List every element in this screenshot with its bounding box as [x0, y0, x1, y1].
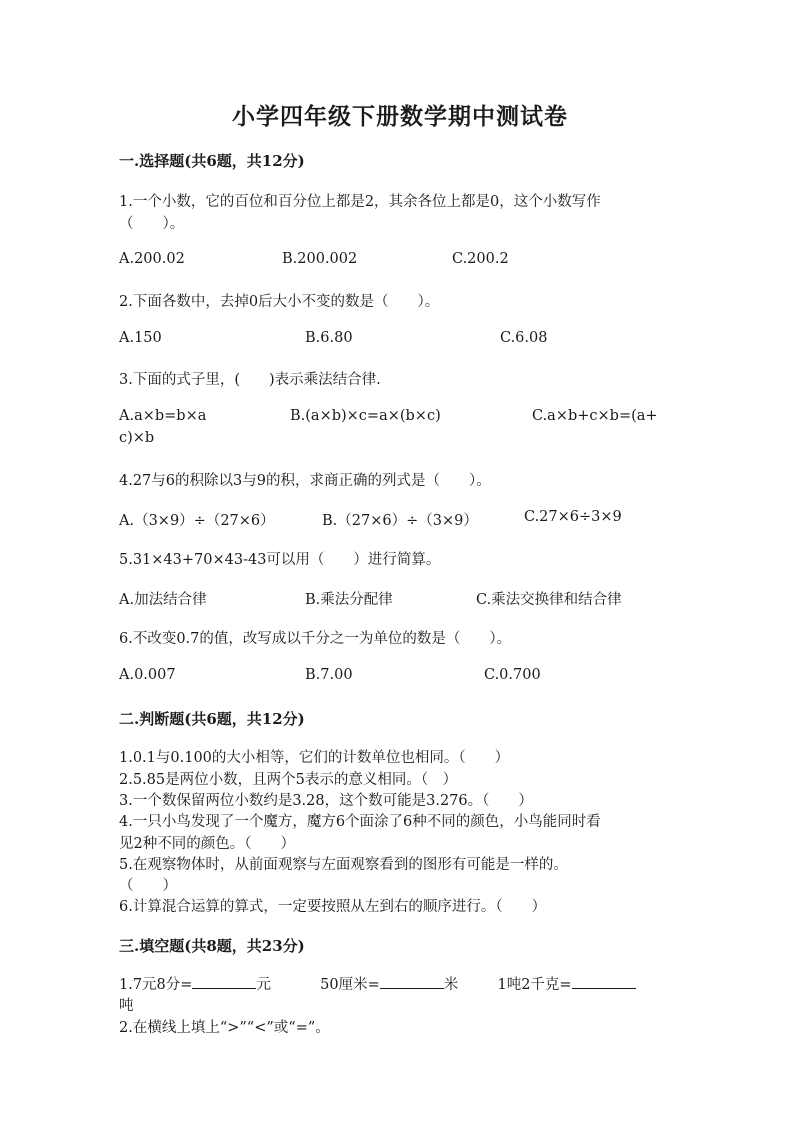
option-a: A.150	[119, 330, 162, 346]
option-c: C.27×6÷3×9	[524, 509, 622, 525]
option-c: C.0.700	[484, 667, 541, 683]
option-b: B.(a×b)×c=a×(b×c)	[290, 408, 441, 424]
question-6-text: 6.不改变0.7的值，改写成以千分之一为单位的数是（ ）。	[119, 631, 512, 647]
fill-prompt: 1.7元8分=	[119, 977, 193, 993]
question-3-text: 3.下面的式子里，( )表示乘法结合律.	[119, 372, 381, 388]
option-c: C.a×b+c×b=(a+	[532, 408, 658, 424]
judge-line: 见2种不同的颜色。（ ）	[119, 836, 295, 852]
judge-line: （ ）	[119, 878, 177, 894]
fill-prompt: 50厘米=	[320, 977, 380, 993]
option-b: B.200.002	[282, 251, 358, 267]
option-c: C.200.2	[452, 251, 509, 267]
option-b: B.（27×6）÷（3×9）	[322, 513, 478, 529]
fill-prompt: 1吨2千克=	[497, 977, 572, 993]
judge-line: 3.一个数保留两位小数约是3.28，这个数可能是3.276。（ ）	[119, 793, 533, 809]
option-c-cont: c)×b	[119, 430, 155, 446]
judge-line: 2.5.85是两位小数，且两个5表示的意义相同。（ ）	[119, 772, 458, 788]
page-title: 小学四年级下册数学期中测试卷	[232, 103, 568, 130]
fill-unit: 吨	[119, 998, 134, 1014]
option-b: B.7.00	[305, 667, 353, 683]
question-1-text: 1.一个小数，它的百位和百分位上都是2，其余各位上都是0，这个小数写作	[119, 194, 601, 210]
section-heading-judge: 二.判断题(共6题，共12分)	[119, 710, 305, 728]
option-a: A.0.007	[119, 667, 176, 683]
option-a: A.200.02	[119, 251, 185, 267]
judge-line: 5.在观察物体时，从前面观察与左面观察看到的图形有可能是一样的。	[119, 857, 568, 873]
question-2-text: 2.下面各数中，去掉0后大小不变的数是（ ）。	[119, 294, 440, 310]
answer-blank[interactable]	[380, 974, 444, 989]
judge-line: 4.一只小鸟发现了一个魔方，魔方6个面涂了6种不同的颜色，小鸟能同时看	[119, 814, 601, 830]
question-1-text-cont: （ ）。	[119, 216, 185, 232]
question-4-text: 4.27与6的积除以3与9的积，求商正确的列式是（ ）。	[119, 473, 491, 489]
answer-blank[interactable]	[192, 974, 256, 989]
fill-question-2: 2.在横线上填上“>”“<”或“=”。	[119, 1020, 330, 1036]
option-b: B.6.80	[305, 330, 353, 346]
judge-line: 1.0.1与0.100的大小相等，它们的计数单位也相同。（ ）	[119, 750, 510, 766]
option-c: C.6.08	[500, 330, 548, 346]
answer-blank[interactable]	[572, 974, 636, 989]
option-a: A.加法结合律	[119, 592, 207, 608]
option-c: C.乘法交换律和结合律	[476, 592, 622, 608]
section-heading-choice: 一.选择题(共6题，共12分)	[119, 152, 305, 170]
option-a: A.（3×9）÷（27×6）	[119, 513, 275, 529]
judge-line: 6.计算混合运算的算式，一定要按照从左到右的顺序进行。（ ）	[119, 899, 547, 915]
question-5-text: 5.31×43+70×43-43可以用（ ）进行简算。	[119, 552, 441, 568]
fill-unit: 米	[443, 977, 459, 993]
section-heading-fill: 三.填空题(共8题，共23分)	[119, 937, 305, 955]
option-b: B.乘法分配律	[305, 592, 393, 608]
fill-unit: 元	[256, 977, 271, 993]
option-a: A.a×b=b×a	[119, 408, 207, 424]
fill-question-1	[119, 973, 636, 994]
